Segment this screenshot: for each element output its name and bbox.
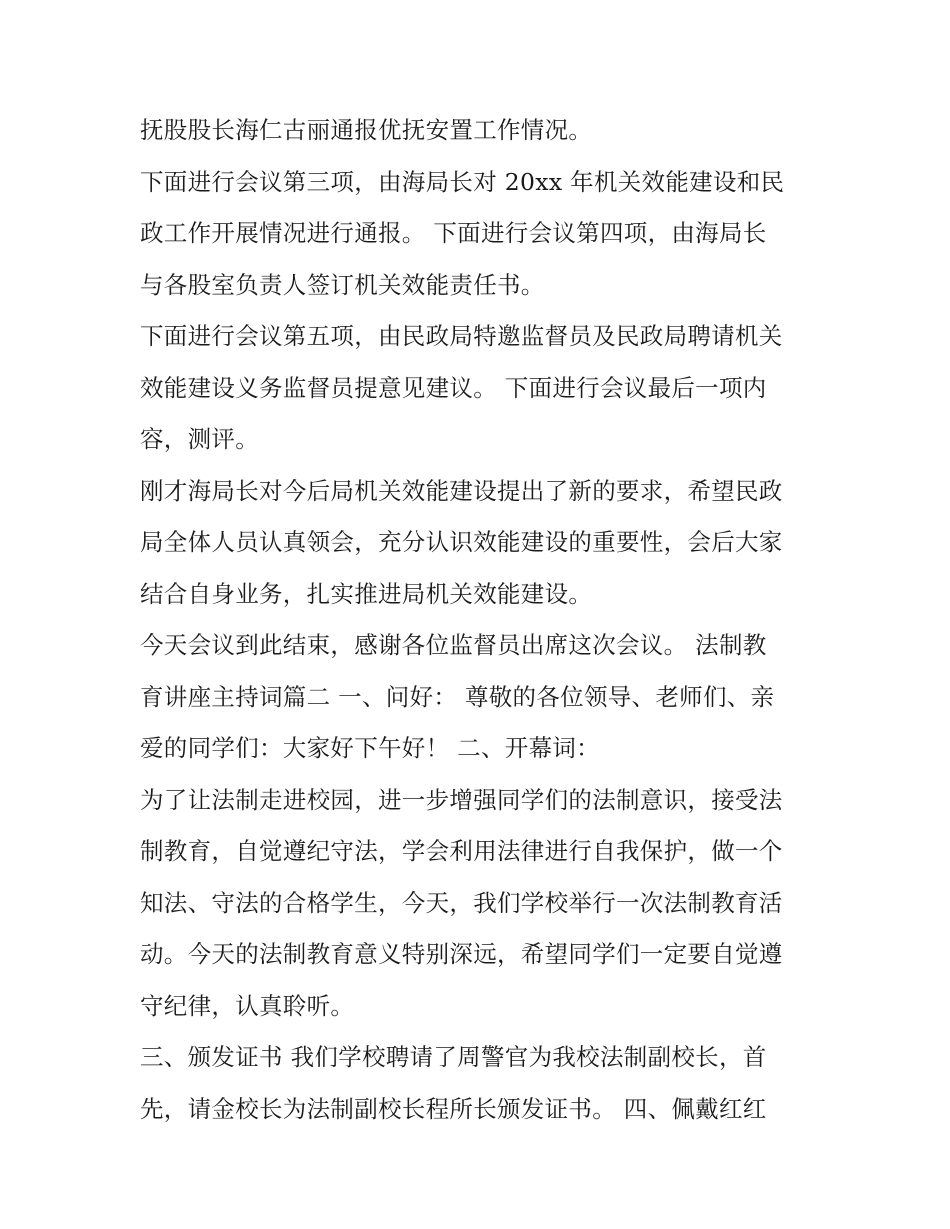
text-line: 结合自身业务，扎实推进局机关效能建设。	[140, 579, 593, 608]
text-line: 下面进行会议第五项，由民政局特邀监督员及民政局聘请机关	[140, 322, 783, 350]
text-line: 下面进行会议第三项，由海局长对 20xx 年机关效能建设和民	[140, 167, 785, 196]
text-line: 爱的同学们：大家好下午好！ 二、开幕词：	[140, 734, 600, 762]
text-line: 三、颁发证书 我们学校聘请了周警官为我校法制副校长，首	[140, 1043, 767, 1071]
text-line: 抚股股长海仁古丽通报优抚安置工作情况。	[140, 116, 593, 144]
text-line: 知法、守法的合格学生，今天，我们学校举行一次法制教育活	[140, 888, 783, 917]
text-line: 效能建设义务监督员提意见建议。 下面进行会议最后一项内	[140, 373, 767, 402]
text-line: 为了让法制走进校园，进一步增强同学们的法制意识，接受法	[140, 785, 783, 814]
text-line: 育讲座主持词篇二 一、问好： 尊敬的各位领导、老师们、亲	[140, 682, 775, 711]
text-line: 与各股室负责人签订机关效能责任书。	[140, 270, 545, 299]
text-line: 先，请金校长为法制副校长程所长颁发证书。 四、佩戴红红	[140, 1094, 767, 1123]
text-line: 政工作开展情况进行通报。 下面进行会议第四项，由海局长	[140, 219, 767, 247]
text-line: 动。今天的法制教育意义特别深远，希望同学们一定要自觉遵	[140, 940, 783, 968]
text-line: 刚才海局长对今后局机关效能建设提出了新的要求，希望民政	[140, 476, 783, 505]
text-line: 容，测评。	[140, 425, 259, 453]
text-line: 今天会议到此结束，感谢各位监督员出席这次会议。 法制教	[140, 631, 767, 659]
document-body	[140, 105, 830, 1135]
text-line: 局全体人员认真领会，充分认识效能建设的重要性，会后大家	[140, 528, 783, 556]
text-line: 制教育，自觉遵纪守法，学会利用法律进行自我保护，做一个	[140, 837, 783, 865]
text-line: 守纪律，认真聆听。	[140, 991, 355, 1020]
